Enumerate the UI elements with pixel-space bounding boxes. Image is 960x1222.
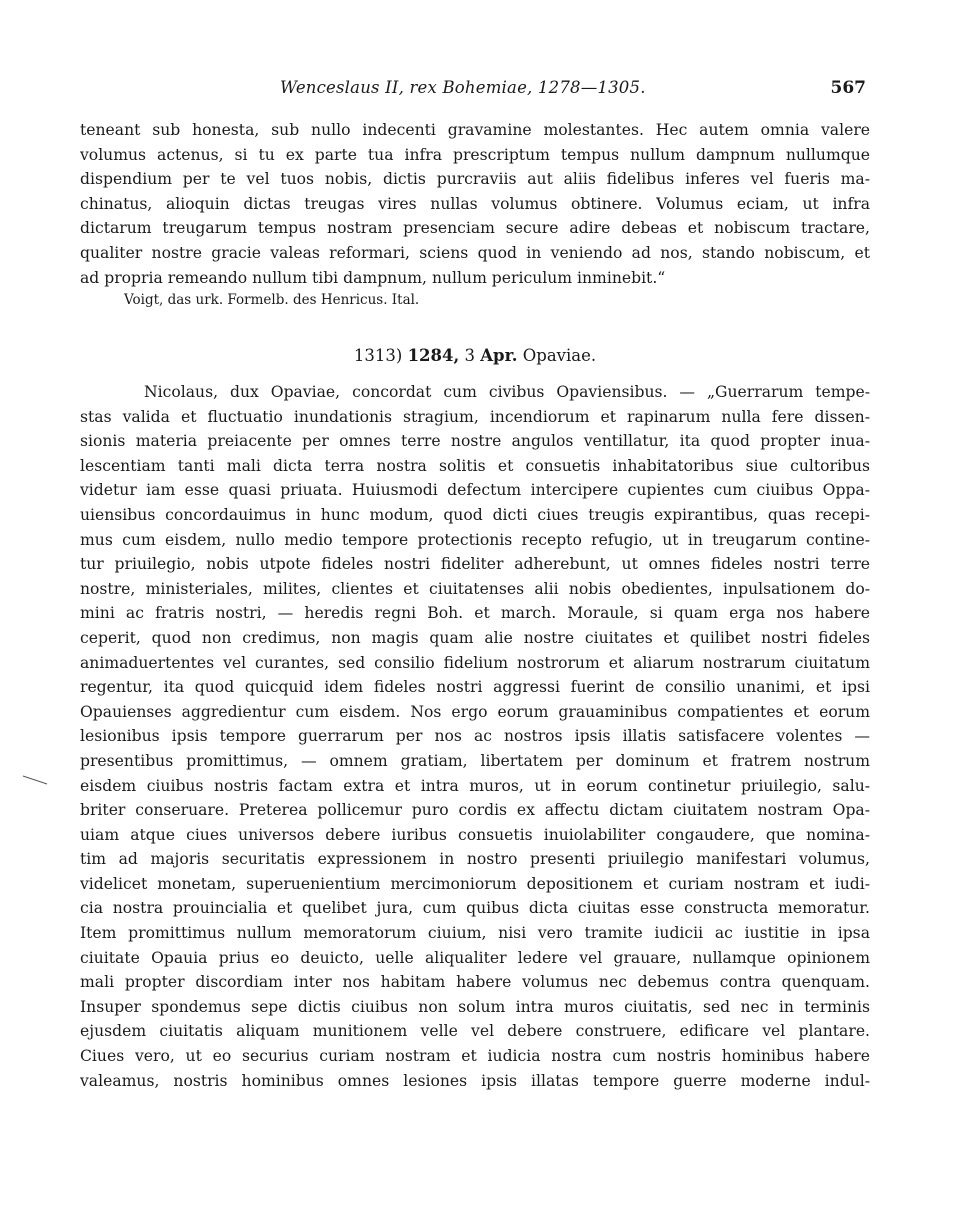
text-line: ad propria remeando nullum tibi dampnum, nullum periculum inminebit.“ <box>80 268 666 287</box>
document-place: Opaviae. <box>522 346 597 365</box>
text-line: teneant sub honesta, sub nullo indecenti gravamine molestantes. Hec autem omnia valere <box>80 121 870 139</box>
text-line: eisdem ciuibus nostris factam extra et intra muros, ut in eorum continetur priuilegio, salu- <box>80 776 870 795</box>
text-line: chinatus, alioquin dictas treugas vires nullas volumus obtinere. Volumus eciam, ut infra <box>80 194 870 213</box>
text-line: Insuper spondemus sepe dictis ciuibus non solum intra muros ciuitatis, sed nec in terminis <box>80 997 870 1016</box>
text-line: lesionibus ipsis tempore guerrarum per nos ac nostros ipsis illatis satisfacere volentes — <box>80 727 870 746</box>
text-line: lescentiam tanti mali dicta terra nostra solitis et consuetis inhabitatoribus siue cultoribus <box>80 456 870 475</box>
page-number: 567 <box>830 78 866 98</box>
text-line: regentur, ita quod quicquid idem fideles nostri aggressi fuerint de consilio unanimi, et ipsi <box>80 678 870 697</box>
document-body <box>80 380 870 1093</box>
document-number: 1313) <box>353 346 403 365</box>
text-line: presentibus promittimus, — omnem gratiam, libertatem per dominum et fratrem nostrum <box>80 751 870 770</box>
text-line: mus cum eisdem, nullo medio tempore protectionis recepto refugio, ut in treugarum contine- <box>80 530 870 549</box>
text-line: videlicet monetam, superuenientium mercimoniorum depositionem et curiam nostram et iudi- <box>80 874 870 893</box>
text-line: briter conseruare. Preterea pollicemur puro cordis ex affectu dictam ciuitatem nostram Opa- <box>80 801 870 820</box>
text-line: uiensibus concordauimus in hunc modum, quod dicti ciues treugis expirantibus, quas recepi- <box>80 505 870 524</box>
text-line: Nicolaus, dux Opaviae, concordat cum civibus Opaviensibus. — „Guerrarum tempe- <box>144 383 870 401</box>
text-line: dictarum treugarum tempus nostram presenciam secure adire debeas et nobiscum tractare, <box>80 219 870 238</box>
running-title: Wenceslaus II, rex Bohemiae, 1278—1305. <box>280 78 646 97</box>
source-citation: Voigt, das urk. Formelb. des Henricus. Ital. <box>124 292 420 308</box>
document-heading <box>80 344 870 368</box>
text-line: Opauienses aggredientur cum eisdem. Nos ergo eorum grauaminibus compatientes et eorum <box>80 702 870 721</box>
text-line: mali propter discordiam inter nos habitam habere volumus nec debemus contra quenquam. <box>80 973 870 992</box>
document-day: 3 <box>464 346 475 365</box>
text-line: cia nostra prouincialia et quelibet jura, cum quibus dicta ciuitas esse constructa memoratur. <box>80 899 870 918</box>
text-line: dispendium per te vel tuos nobis, dictis purcraviis aut aliis fidelibus inferes vel fueris ma- <box>80 170 870 189</box>
text-line: ceperit, quod non credimus, non magis quam alie nostre ciuitates et quilibet nostri fideles <box>80 628 870 647</box>
text-line: qualiter nostre gracie valeas reformari, sciens quod in veniendo ad nos, stando nobiscum, et <box>80 243 870 262</box>
text-line: tim ad majoris securitatis expressionem in nostro presenti priuilegio manifestari volumus, <box>80 850 870 869</box>
text-line: ejusdem ciuitatis aliquam munitionem velle vel debere construere, edificare vel plantare. <box>80 1022 870 1041</box>
document-page <box>80 0 870 1222</box>
document-year: 1284, <box>407 346 460 365</box>
text-line: mini ac fratris nostri, — heredis regni Boh. et march. Moraule, si quam erga nos habere <box>80 604 870 623</box>
text-line: ciuitate Opauia prius eo deuicto, uelle aliqualiter ledere vel grauare, nullamque opinionem <box>80 948 870 967</box>
previous-document-text <box>80 118 870 290</box>
text-line: nostre, ministeriales, milites, clientes et ciuitatenses alii nobis obedientes, inpulsationem do- <box>80 579 870 598</box>
running-header <box>80 78 870 100</box>
text-line: animaduertentes vel curantes, sed consilio fidelium nostrorum et aliarum nostrarum ciuitatum <box>80 653 870 672</box>
text-line: sionis materia preiacente per omnes terre nostre angulos ventillatur, ita quod propter inua- <box>80 432 870 451</box>
margin-pencil-mark <box>22 774 48 786</box>
text-line: tur priuilegio, nobis utpote fideles nostri fideliter adherebunt, ut omnes fideles nostri terre <box>80 555 870 574</box>
document-month: Apr. <box>480 346 518 365</box>
text-line: uiam atque ciues universos debere iuribus consuetis inuiolabiliter congaudere, que nomina- <box>80 825 870 844</box>
text-line: volumus actenus, si tu ex parte tua infra prescriptum tempus nullum dampnum nullumque <box>80 145 870 164</box>
text-line: Ciues vero, ut eo securius curiam nostram et iudicia nostra cum nostris hominibus habere <box>80 1047 870 1066</box>
text-line: stas valida et fluctuatio inundationis stragium, incendiorum et rapinarum nulla fere dissen- <box>80 407 870 426</box>
text-line: videtur iam esse quasi priuata. Huiusmodi defectum intercipere cupientes cum ciuibus Oppa- <box>80 481 870 500</box>
text-line: valeamus, nostris hominibus omnes lesiones ipsis illatas tempore guerre moderne indul- <box>80 1071 870 1090</box>
text-line: Item promittimus nullum memoratorum ciuium, nisi vero tramite iudicii ac iustitie in ipsa <box>80 924 870 943</box>
